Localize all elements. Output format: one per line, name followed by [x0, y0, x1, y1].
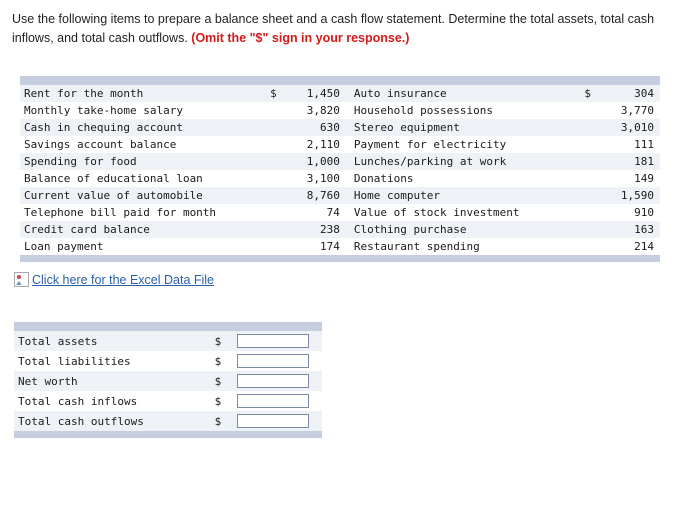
answer-label: Total liabilities [14, 351, 211, 371]
item-label-left: Balance of educational loan [20, 170, 254, 187]
table-row [20, 204, 660, 221]
item-value-left: 238 [281, 221, 350, 238]
item-currency-left [254, 102, 281, 119]
item-value-right: 1,590 [595, 187, 660, 204]
table-row [20, 153, 660, 170]
answer-input-cell[interactable] [233, 331, 322, 351]
item-value-left: 1,450 [281, 85, 350, 102]
answer-currency: $ [211, 351, 234, 371]
table-row [14, 371, 322, 391]
instructions-line-2: total cash inflows, and total cash outflows. [12, 12, 655, 46]
item-value-right: 910 [595, 204, 660, 221]
item-currency-left: $ [254, 85, 281, 102]
item-label-left: Spending for food [20, 153, 254, 170]
answer-label: Total cash outflows [14, 411, 211, 431]
total-assets-input[interactable] [237, 334, 309, 348]
table-row [20, 102, 660, 119]
table-row [20, 85, 660, 102]
instructions-text [12, 10, 692, 49]
items-table-header-cell [20, 76, 660, 85]
item-value-right: 214 [595, 238, 660, 255]
answer-table-header-band [14, 322, 322, 331]
item-currency-right [568, 204, 595, 221]
item-label-left: Telephone bill paid for month [20, 204, 254, 221]
item-label-left: Rent for the month [20, 85, 254, 102]
table-row [20, 221, 660, 238]
item-value-right: 3,010 [595, 119, 660, 136]
item-value-left: 3,100 [281, 170, 350, 187]
answer-label: Total cash inflows [14, 391, 211, 411]
item-value-right: 149 [595, 170, 660, 187]
omit-note: (Omit the "$" sign in your response.) [191, 31, 410, 46]
total-cash-outflows-input[interactable] [237, 414, 309, 428]
item-value-left: 1,000 [281, 153, 350, 170]
item-currency-right [568, 136, 595, 153]
answer-input-cell[interactable] [233, 391, 322, 411]
item-currency-left [254, 136, 281, 153]
net-worth-input[interactable] [237, 374, 309, 388]
items-table [20, 76, 660, 262]
answer-table-header-cell [14, 322, 322, 331]
item-label-left: Cash in chequing account [20, 119, 254, 136]
item-label-left: Current value of automobile [20, 187, 254, 204]
table-row [14, 411, 322, 431]
table-row [20, 119, 660, 136]
answer-currency: $ [211, 391, 234, 411]
table-row [20, 170, 660, 187]
table-row [14, 391, 322, 411]
item-currency-left [254, 221, 281, 238]
table-row [14, 331, 322, 351]
item-value-left: 74 [281, 204, 350, 221]
item-label-right: Household possessions [350, 102, 568, 119]
item-value-left: 2,110 [281, 136, 350, 153]
item-currency-right [568, 102, 595, 119]
item-label-left: Loan payment [20, 238, 254, 255]
item-currency-right [568, 187, 595, 204]
answer-currency: $ [211, 331, 234, 351]
excel-link-label: Click here for the Excel Data File [32, 272, 215, 287]
answer-label: Net worth [14, 371, 211, 391]
item-label-left: Savings account balance [20, 136, 254, 153]
table-row [20, 136, 660, 153]
broken-image-icon [14, 272, 29, 287]
item-currency-left [254, 238, 281, 255]
table-row [20, 187, 660, 204]
item-label-left: Credit card balance [20, 221, 254, 238]
item-value-right: 181 [595, 153, 660, 170]
item-value-right: 111 [595, 136, 660, 153]
answer-label: Total assets [14, 331, 211, 351]
item-label-right: Value of stock investment [350, 204, 568, 221]
items-table-footer-cell [20, 255, 660, 262]
item-value-left: 8,760 [281, 187, 350, 204]
answer-table-footer-cell [14, 431, 322, 438]
item-label-right: Home computer [350, 187, 568, 204]
item-value-left: 3,820 [281, 102, 350, 119]
answer-input-cell[interactable] [233, 411, 322, 431]
item-currency-left [254, 119, 281, 136]
item-currency-left [254, 153, 281, 170]
total-liabilities-input[interactable] [237, 354, 309, 368]
answer-input-cell[interactable] [233, 371, 322, 391]
answer-table [14, 322, 322, 438]
excel-data-file-link[interactable] [14, 272, 214, 287]
item-currency-right [568, 170, 595, 187]
item-value-right: 3,770 [595, 102, 660, 119]
instructions-line-1: Use the following items to prepare a balance sheet and a cash flow statement. Determine the total assets, [12, 12, 598, 26]
item-currency-left [254, 187, 281, 204]
table-row [14, 351, 322, 371]
item-value-right: 163 [595, 221, 660, 238]
item-label-right: Clothing purchase [350, 221, 568, 238]
answer-currency: $ [211, 371, 234, 391]
table-row [20, 238, 660, 255]
item-label-right: Payment for electricity [350, 136, 568, 153]
item-label-right: Donations [350, 170, 568, 187]
item-currency-right: $ [568, 85, 595, 102]
answer-input-cell[interactable] [233, 351, 322, 371]
item-currency-right [568, 153, 595, 170]
item-currency-right [568, 238, 595, 255]
item-label-right: Stereo equipment [350, 119, 568, 136]
item-currency-right [568, 119, 595, 136]
answer-table-footer-band [14, 431, 322, 438]
item-currency-left [254, 170, 281, 187]
item-value-left: 630 [281, 119, 350, 136]
item-label-right: Lunches/parking at work [350, 153, 568, 170]
total-cash-inflows-input[interactable] [237, 394, 309, 408]
item-currency-right [568, 221, 595, 238]
item-value-right: 304 [595, 85, 660, 102]
items-table-footer-band [20, 255, 660, 262]
item-label-right: Auto insurance [350, 85, 568, 102]
items-table-header-band [20, 76, 660, 85]
answer-currency: $ [211, 411, 234, 431]
item-value-left: 174 [281, 238, 350, 255]
item-label-right: Restaurant spending [350, 238, 568, 255]
item-currency-left [254, 204, 281, 221]
item-label-left: Monthly take-home salary [20, 102, 254, 119]
